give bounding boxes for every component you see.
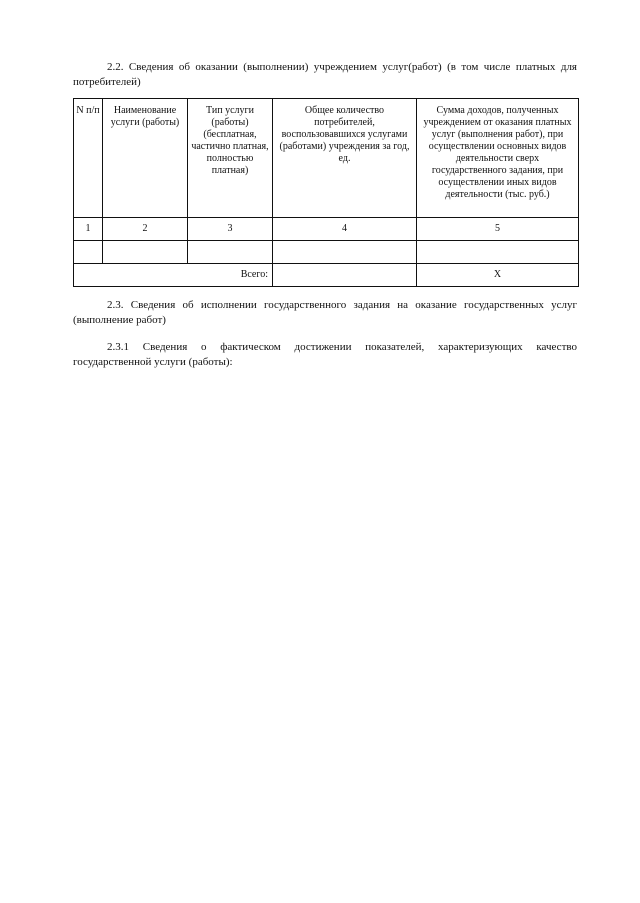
column-number-cell: 2 bbox=[103, 218, 188, 241]
column-number-cell: 3 bbox=[188, 218, 273, 241]
column-number-cell: 4 bbox=[273, 218, 417, 241]
header-consumers-count: Общее количество потребителей, воспользовавшихся услугами (работами) учреждения за год, ед. bbox=[273, 99, 417, 218]
section-2-2-heading: 2.2. Сведения об оказании (выполнении) учреждением услуг(работ) (в том числе платных для потребителей) bbox=[73, 61, 577, 88]
total-consumers-cell bbox=[273, 264, 417, 287]
table-cell bbox=[103, 241, 188, 264]
total-label: Всего: bbox=[74, 264, 273, 287]
table-row bbox=[74, 241, 579, 264]
table-cell bbox=[417, 241, 579, 264]
services-table bbox=[73, 98, 579, 287]
header-income-sum: Сумма доходов, полученных учреждением от оказания платных услуг (выполнения работ), при осуществлении основных видов деятельности сверх государственного задания, при осуществлении иных видов деятельности (тыс. руб.) bbox=[417, 99, 579, 218]
header-number: N п/п bbox=[74, 99, 103, 218]
total-income-cell: X bbox=[417, 264, 579, 287]
table-cell bbox=[188, 241, 273, 264]
section-2-3-heading: 2.3. Сведения об исполнении государственного задания на оказание государственных услуг (выполнение работ) bbox=[73, 299, 577, 326]
table-header-row bbox=[74, 99, 579, 218]
column-number-cell: 5 bbox=[417, 218, 579, 241]
header-service-type: Тип услуги (работы) (бесплатная, частично платная, полностью платная) bbox=[188, 99, 273, 218]
column-number-cell: 1 bbox=[74, 218, 103, 241]
section-2-3-1-heading: 2.3.1 Сведения о фактическом достижении показателей, характеризующих качество государственной услуги (работы): bbox=[73, 341, 577, 368]
header-service-name: Наименование услуги (работы) bbox=[103, 99, 188, 218]
table-column-numbers-row bbox=[74, 218, 579, 241]
table-cell bbox=[74, 241, 103, 264]
table-total-row bbox=[74, 264, 579, 287]
table-cell bbox=[273, 241, 417, 264]
